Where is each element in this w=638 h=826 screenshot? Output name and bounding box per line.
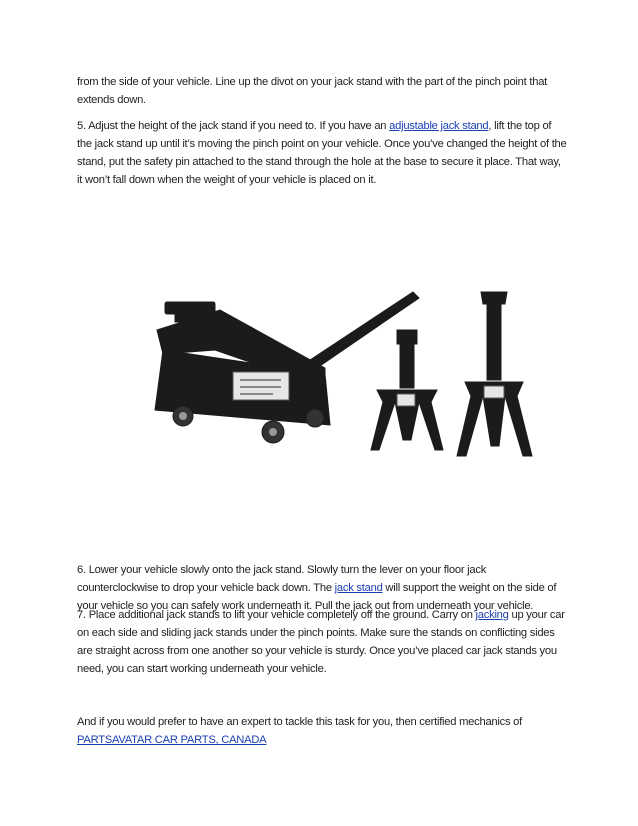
paragraph-step-5 — [77, 117, 567, 189]
link-partsavatar[interactable]: PARTSAVATAR CAR PARTS, CANADA — [77, 734, 267, 746]
link-jack-stand[interactable]: jack stand — [334, 582, 383, 594]
paragraph-step-7 — [77, 606, 567, 678]
paragraph-text: 7. Place additional jack stands to lift your vehicle completely off the ground. Carry on — [77, 609, 476, 621]
paragraph-text: And if you would prefer to have an expert to tackle this task for you, then certified mechanics of — [77, 716, 523, 728]
link-adjustable-jack-stand[interactable]: adjustable jack stand — [389, 120, 489, 132]
paragraph-text: 6. Lower your vehicle slowly onto the jack stand. Slowly turn the lever on your floor jack counterclockwise to drop your vehicle back down. The — [77, 564, 487, 594]
paragraph-text: , lift the top of the jack stand up until it’s moving the pinch point on your vehicle. Once you’ve changed the height of the stand, put the safety pin attached to the stand through the hole at the base to secure it place. That way, it won’t fall down when the weight of your vehicle is placed on it. — [77, 120, 567, 186]
paragraph-continuation — [77, 73, 567, 109]
paragraph-text: will support the weight on the side of your vehicle so you can safely work underneath it. Pull the jack out from underneath your vehicle. — [77, 582, 557, 612]
paragraph-text: from the side of your vehicle. Line up the divot on your jack stand with the part of the pinch point that extends down. — [77, 76, 548, 106]
paragraph-text: up your car on each side and sliding jack stands under the pinch points. Make sure the stands on conflicting sides are straight across from one another so your vehicle is sturdy. Once you’ve placed car jack stands you need, you can start working underneath your vehicle. — [77, 609, 565, 675]
floor-jack-and-jack-stands-icon — [145, 290, 535, 460]
link-jacking[interactable]: jacking — [475, 609, 509, 621]
paragraph-text: 5. Adjust the height of the jack stand if you need to. If you have an — [77, 120, 390, 132]
paragraph-closing — [77, 713, 567, 749]
